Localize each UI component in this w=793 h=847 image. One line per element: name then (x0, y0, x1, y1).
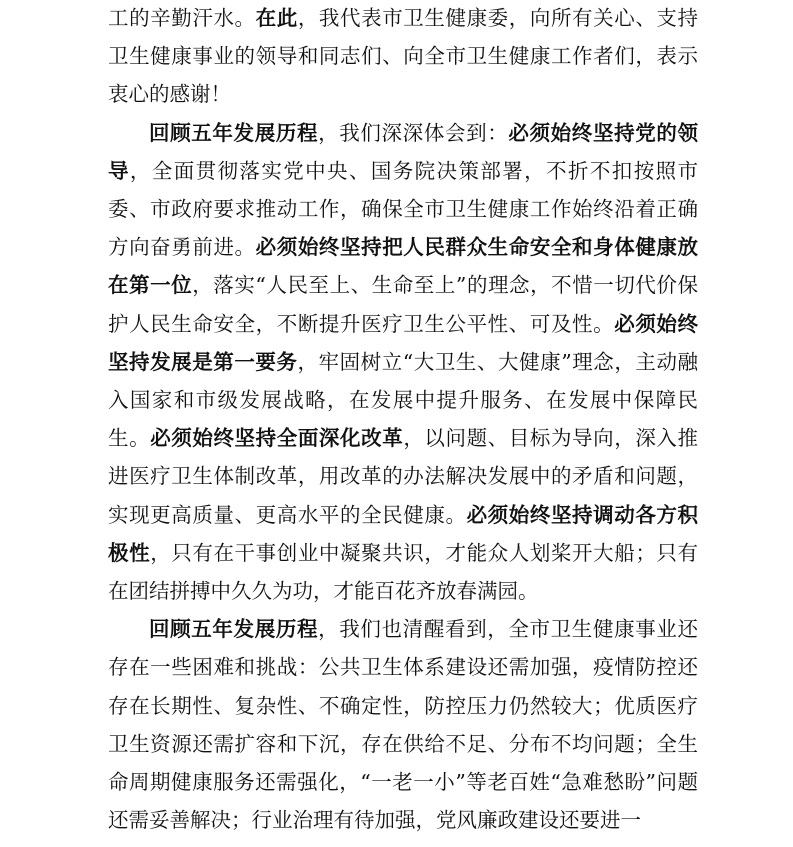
paragraph-3 (108, 610, 698, 839)
paragraph-2-run-11: 必须始终坚持调动各方积极性 (108, 502, 699, 565)
paragraph-2-run-2: ，我们深深体会到： (318, 120, 509, 145)
paragraph-2-run-9: 必须始终坚持全面深化改革 (150, 426, 404, 451)
paragraph-1-run-3: ，我代表市卫生健康委，向所有关心、支持卫生健康事业的领导和同志们、向全市卫生健康工作者们，表示衷心的感谢！ (108, 6, 699, 107)
paragraph-2-run-7: 必须始终坚持发展是第一要务 (108, 311, 699, 374)
paragraph-2-run-6: ，落实“人民至上、生命至上”的理念，不惜一切代价保护人民生命安全，不断提升医疗卫生公平性、可及性。 (108, 273, 698, 336)
paragraph-3-run-1: 回顾五年发展历程 (149, 617, 319, 642)
paragraph-2-run-5: 必须始终坚持把人民群众生命安全和身体健康放在第一位 (108, 235, 699, 298)
paragraph-2-run-10: ，以问题、目标为导向，深入推进医疗卫生体制改革，用改革的办法解决发展中的矛盾和问题，实现更高质量、更高水平的全民健康。 (108, 426, 699, 527)
paragraph-2-run-1: 回顾五年发展历程 (149, 120, 319, 145)
paragraph-1-run-2: 在此 (255, 6, 298, 30)
paragraph-2 (108, 114, 698, 611)
paragraph-1-run-1: 工的辛勤汗水。 (108, 6, 256, 30)
paragraph-2-run-4: ，全面贯彻落实党中央、国务院决策部署，不折不扣按照市委、市政府要求推动工作，确保全市卫生健康工作始终沿着正确方向奋勇前进。 (108, 158, 699, 260)
paragraph-2-run-3: 必须始终坚持党的领导 (108, 120, 699, 183)
paragraph-3-run-2: ，我们也清醒看到，全市卫生健康事业还存在一些困难和挑战：公共卫生体系建设还需加强，疫情防控还存在长期性、复杂性、不确定性，防控压力仍然较大；优质医疗卫生资源还需扩容和下沉，存在供给不足、分布不均问题；全生命周期健康服务还需强化，“一老一小”等老百姓“急难愁盼”问题还需妥善解决；行业治理有待加强，党风廉政建设还要进一 (108, 617, 699, 833)
paragraph-1 (108, 0, 698, 114)
paragraph-2-run-12: ，只有在干事创业中凝聚共识，才能众人划桨开大船；只有在团结拼搏中久久为功，才能百花齐放春满园。 (108, 540, 699, 604)
paragraph-2-run-8: ，牢固树立“大卫生、大健康”理念，主动融入国家和市级发展战略，在发展中提升服务、在发展中保障民生。 (108, 349, 698, 451)
